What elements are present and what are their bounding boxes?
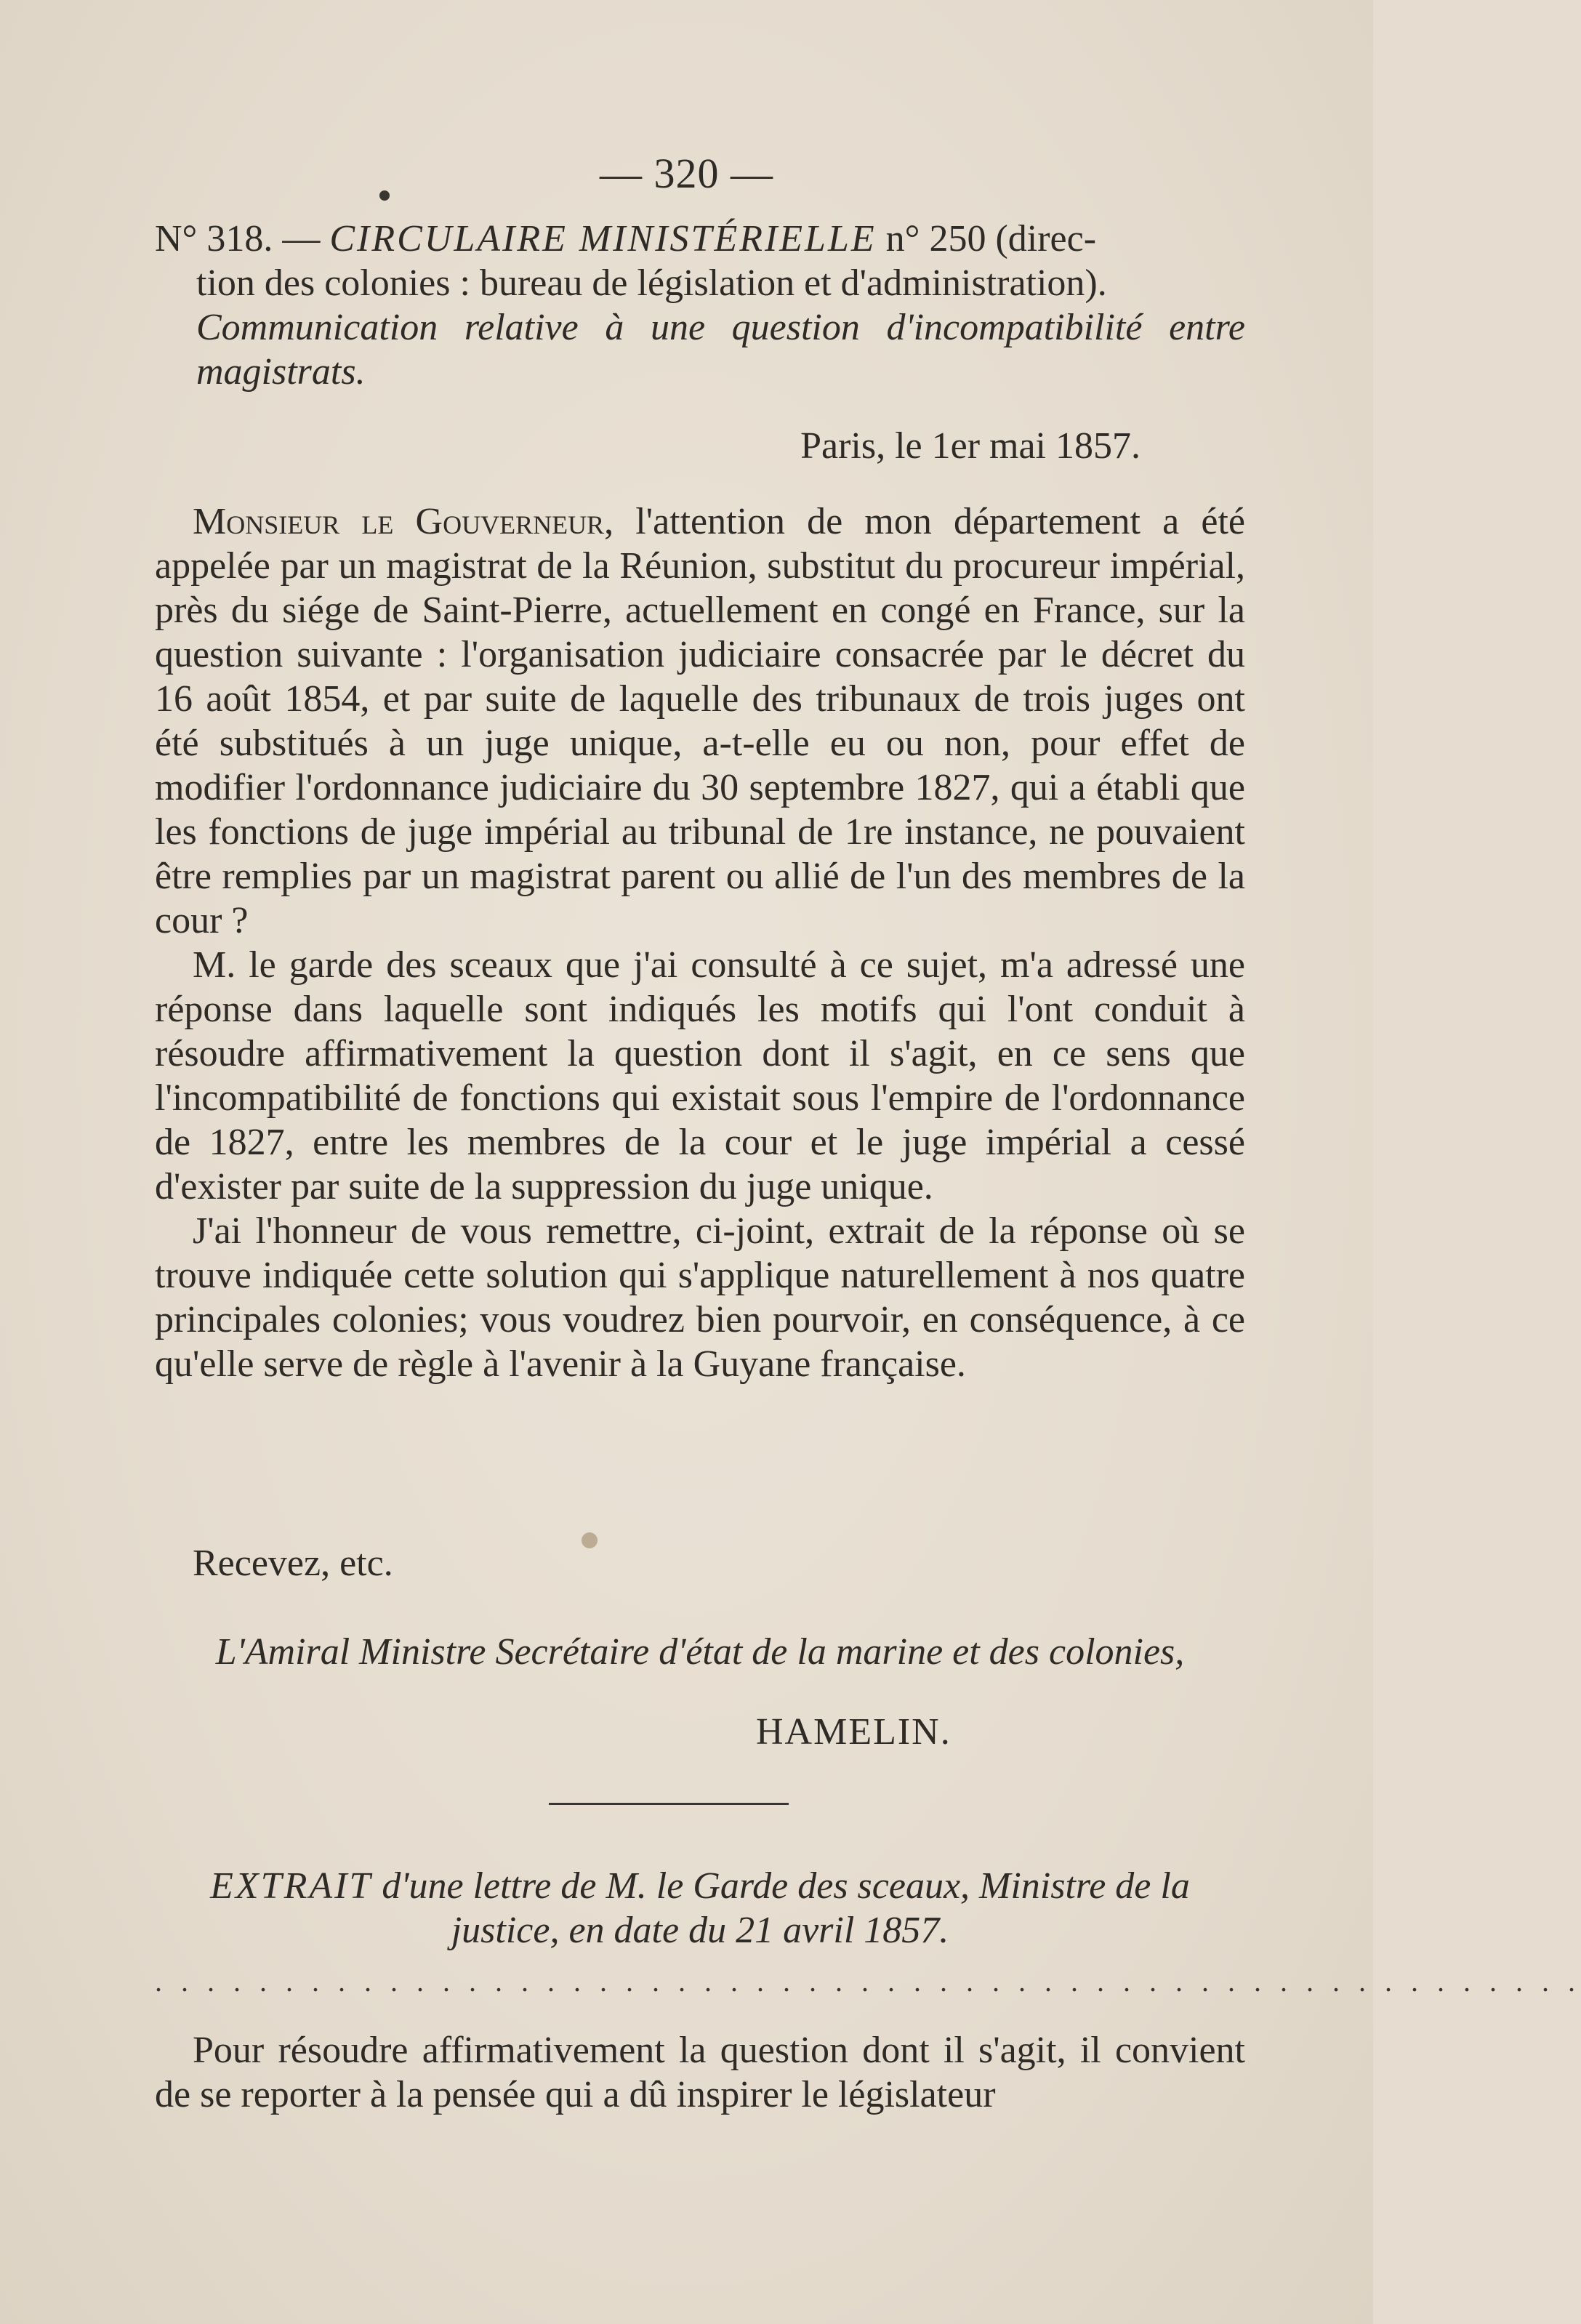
ellipsis-line: . . . . . . . . . . . . . . . . . . . . . . . . . . . . . . . . . . . . . . . . . . . . . . . . . . . . . . . — [155, 1965, 1581, 1998]
paragraph-3: J'ai l'honneur de vous remettre, ci-joint, extrait de la réponse où se trouve indiquée cette solution qui s'applique naturellement à nos quatre principales colonies; vous voudrez bien pourvoir, en conséquence, à ce qu'elle serve de règle à l'avenir à la Guyane française. — [155, 1210, 1245, 1385]
ink-stain — [582, 1532, 598, 1548]
circular-heading — [155, 217, 1245, 394]
final-paragraph: Pour résoudre affirmativement la question dont il s'agit, il convient de se reporter à la pensée qui a dû inspirer le législateur — [155, 2030, 1245, 2115]
circular-title: CIRCULAIRE MINISTÉRIELLE — [329, 218, 877, 260]
paragraph-2: M. le garde des sceaux que j'ai consulté à ce sujet, m'a adressé une réponse dans laquelle sont indiqués les motifs qui l'ont conduit à résoudre affirmativement la question dont il s'agit, en ce sens que l'incompatibilité de fonctions qui existait sous l'empire de l'ordonnance de 1827, entre les membres de la cour et le juge impérial a cessé d'exister par suite de la suppression du juge unique. — [155, 944, 1245, 1207]
signature-name: HAMELIN. — [756, 1711, 952, 1753]
paragraph-1-text: l'attention de mon département a été appelée par un magistrat de la Réunion, substitut du procureur impérial, près du siége de Saint-Pierre, actuellement en congé en France, sur la question suivante : l'organisation judiciaire consacrée par le décret du 16 août 1854, et par suite de laquelle des tribunaux de trois juges ont été substitués à un juge unique, a-t-elle eu ou non, pour effet de modifier l'ordonnance judiciaire du 30 septembre 1827, qui a établi que les fonctions de juge impérial au tribunal de 1re instance, ne pouvaient être remplies par un magistrat parent ou allié de l'un des membres de la cour ? — [155, 501, 1245, 941]
paragraph-1 — [155, 499, 1245, 943]
extract-heading — [155, 1864, 1245, 1953]
salutation: Monsieur le Gouverneur, — [193, 501, 614, 542]
extract-label: EXTRAIT — [210, 1865, 373, 1907]
page-number: — 320 — — [600, 150, 773, 197]
circular-direction: tion des colonies : bureau de législation et d'administration). — [196, 262, 1107, 304]
extract-description: d'une lettre de M. le Garde des sceaux, Ministre de la justice, en date du 21 avril 1857. — [382, 1865, 1190, 1951]
signature-role: L'Amiral Ministre Secrétaire d'état de la marine et des colonies, — [215, 1631, 1185, 1673]
circular-subject: Communication relative à une question d'incompatibilité entre magistrats. — [196, 307, 1245, 393]
circular-number: N° 318. — — [155, 218, 321, 260]
closing: Recevez, etc. — [193, 1543, 393, 1584]
letter-body — [155, 499, 1245, 1386]
circular-title-rest: n° 250 (direc- — [885, 218, 1097, 260]
dateline: Paris, le 1er mai 1857. — [800, 425, 1141, 467]
section-divider — [549, 1803, 789, 1805]
